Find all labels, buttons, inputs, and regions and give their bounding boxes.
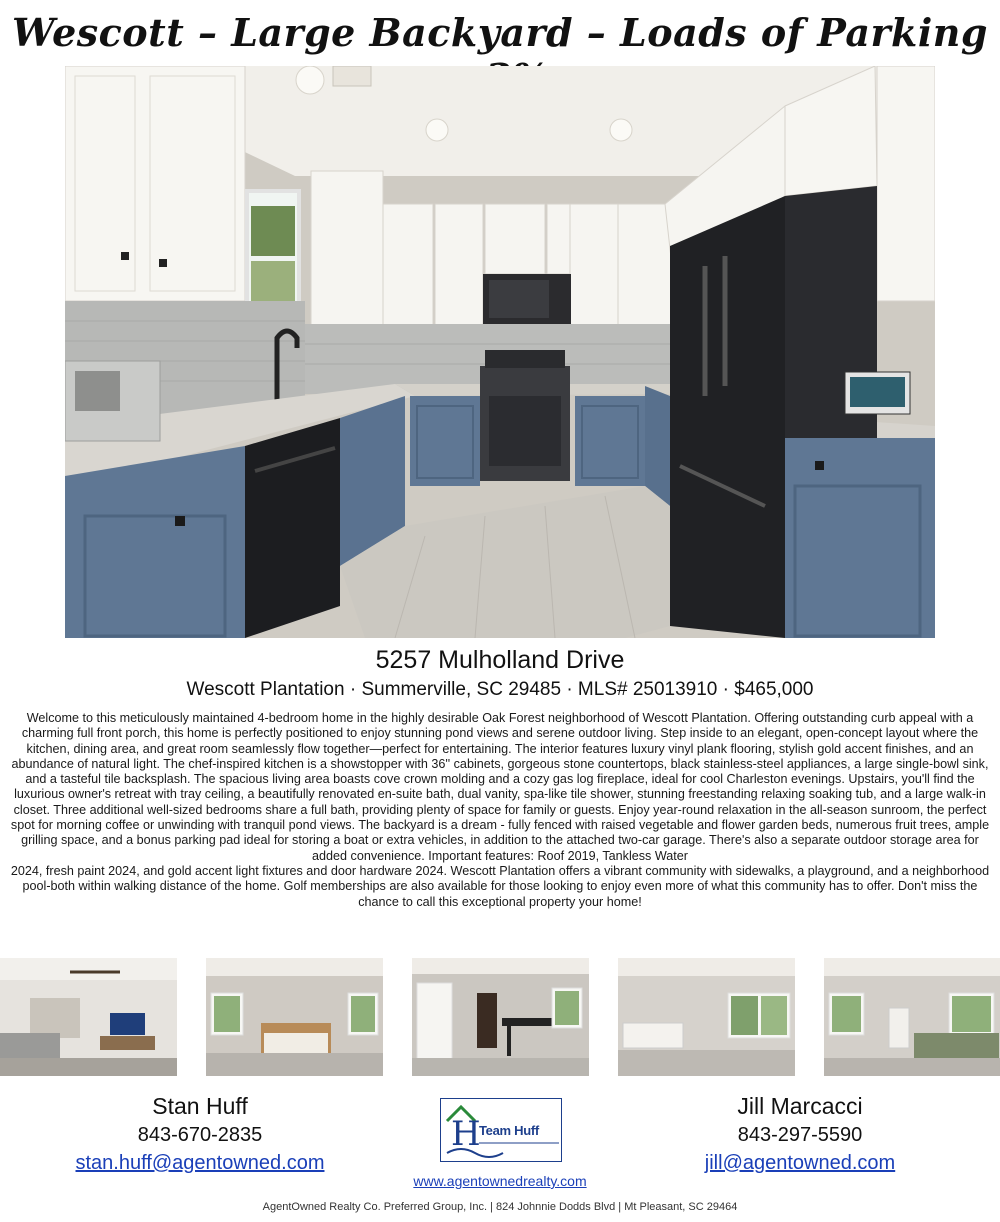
logo-wordmark: Team Huff	[479, 1123, 539, 1138]
agent-email-link[interactable]: stan.huff@agentowned.com	[75, 1152, 325, 1174]
thumbnail-bedroom-3	[824, 958, 1000, 1076]
thumbnail-strip	[0, 958, 1000, 1076]
listing-description	[10, 711, 990, 910]
flyer-headline: Wescott – Large Backyard – Loads of Parking	[12, 10, 988, 55]
agent-name: Stan Huff	[152, 1093, 248, 1119]
agent-card-left	[50, 1092, 350, 1176]
agent-phone[interactable]: 843-670-2835	[137, 1124, 263, 1146]
description-paragraph-2: 2024, fresh paint 2024, and gold accent light fixtures and door hardware 2024. Wescott Plantation offers a vibrant community with sidewalks, a playground, and a neighborhood pool-both within walking distance of the home. Golf memberships are also available for those looking to enjoy even more of what this community has to offer. Don't miss the chance to call this exceptional property your home!	[10, 863, 990, 909]
agent-name: Jill Marcacci	[737, 1093, 863, 1119]
website-link[interactable]: www.agentownedrealty.com	[413, 1173, 587, 1189]
thumbnail-bedroom-2	[618, 958, 795, 1076]
agent-card-right	[650, 1092, 950, 1176]
thumbnail-bedroom-1	[206, 958, 383, 1076]
hero-kitchen-photo	[65, 66, 935, 638]
thumbnail-living-room	[0, 958, 177, 1076]
agent-email-link[interactable]: jill@agentowned.com	[704, 1152, 896, 1174]
listing-subline: Wescott Plantation · Summerville, SC 29485 · MLS# 25013910 · $465,000	[186, 679, 814, 700]
agent-phone[interactable]: 843-297-5590	[737, 1124, 863, 1146]
description-paragraph-1: Welcome to this meticulously maintained 4-bedroom home in the highly desirable Oak Forest neighborhood of Wescott Plantation. Offering outstanding curb appeal with a charming full front porch, this home is perfectly positioned to enjoy stunning pond views and serene outdoor living. Step inside to an elegant, open-concept layout where the kitchen, dining area, and great room seamlessly flow together—perfect for entertaining. The interior features luxury vinyl plank flooring, stylish gold accent finishes, and an abundance of natural light. The chef-inspired kitchen is a showstopper with 36'' cabinets, gorgeous stone countertops, black stainless-steel appliances, a large single-bowl sink, and a tasteful tile backsplash. The spacious living area boasts cove crown molding and a cozy gas log fireplace, ideal for cool Charleston evenings. Upstairs, you'll find the luxurious owner's retreat with tray ceiling, a beautifully renovated en-suite bath, dual vanity, spa-like tile shower, stunning freestanding relaxing soaking tub, and a large walk-in closet. Three additional well-sized bedrooms share a full bath, providing plenty of space for family or guests. Enjoy year-round relaxation in the all-season sunroom, the perfect spot for morning coffee or unwinding with tranquil pond views. The backyard is a dream - fully fenced with raised vegetable and flower garden beds, numerous fruit trees, ample grilling space, and a bonus parking pad ideal for storing a boat or extra vehicles, in addition to the attached two-car garage. There's also a separate outdoor storage area for added convenience. Important features: Roof 2019, Tankless Water	[10, 711, 990, 863]
brokerage-footer: AgentOwned Realty Co. Preferred Group, Inc. | 824 Johnnie Dodds Blvd | Mt Pleasant, SC 29464	[262, 1201, 738, 1213]
team-huff-logo	[440, 1098, 562, 1162]
svg-text:H: H	[451, 1114, 481, 1154]
listing-address: 5257 Mulholland Drive	[375, 646, 625, 674]
thumbnail-office	[412, 958, 589, 1076]
